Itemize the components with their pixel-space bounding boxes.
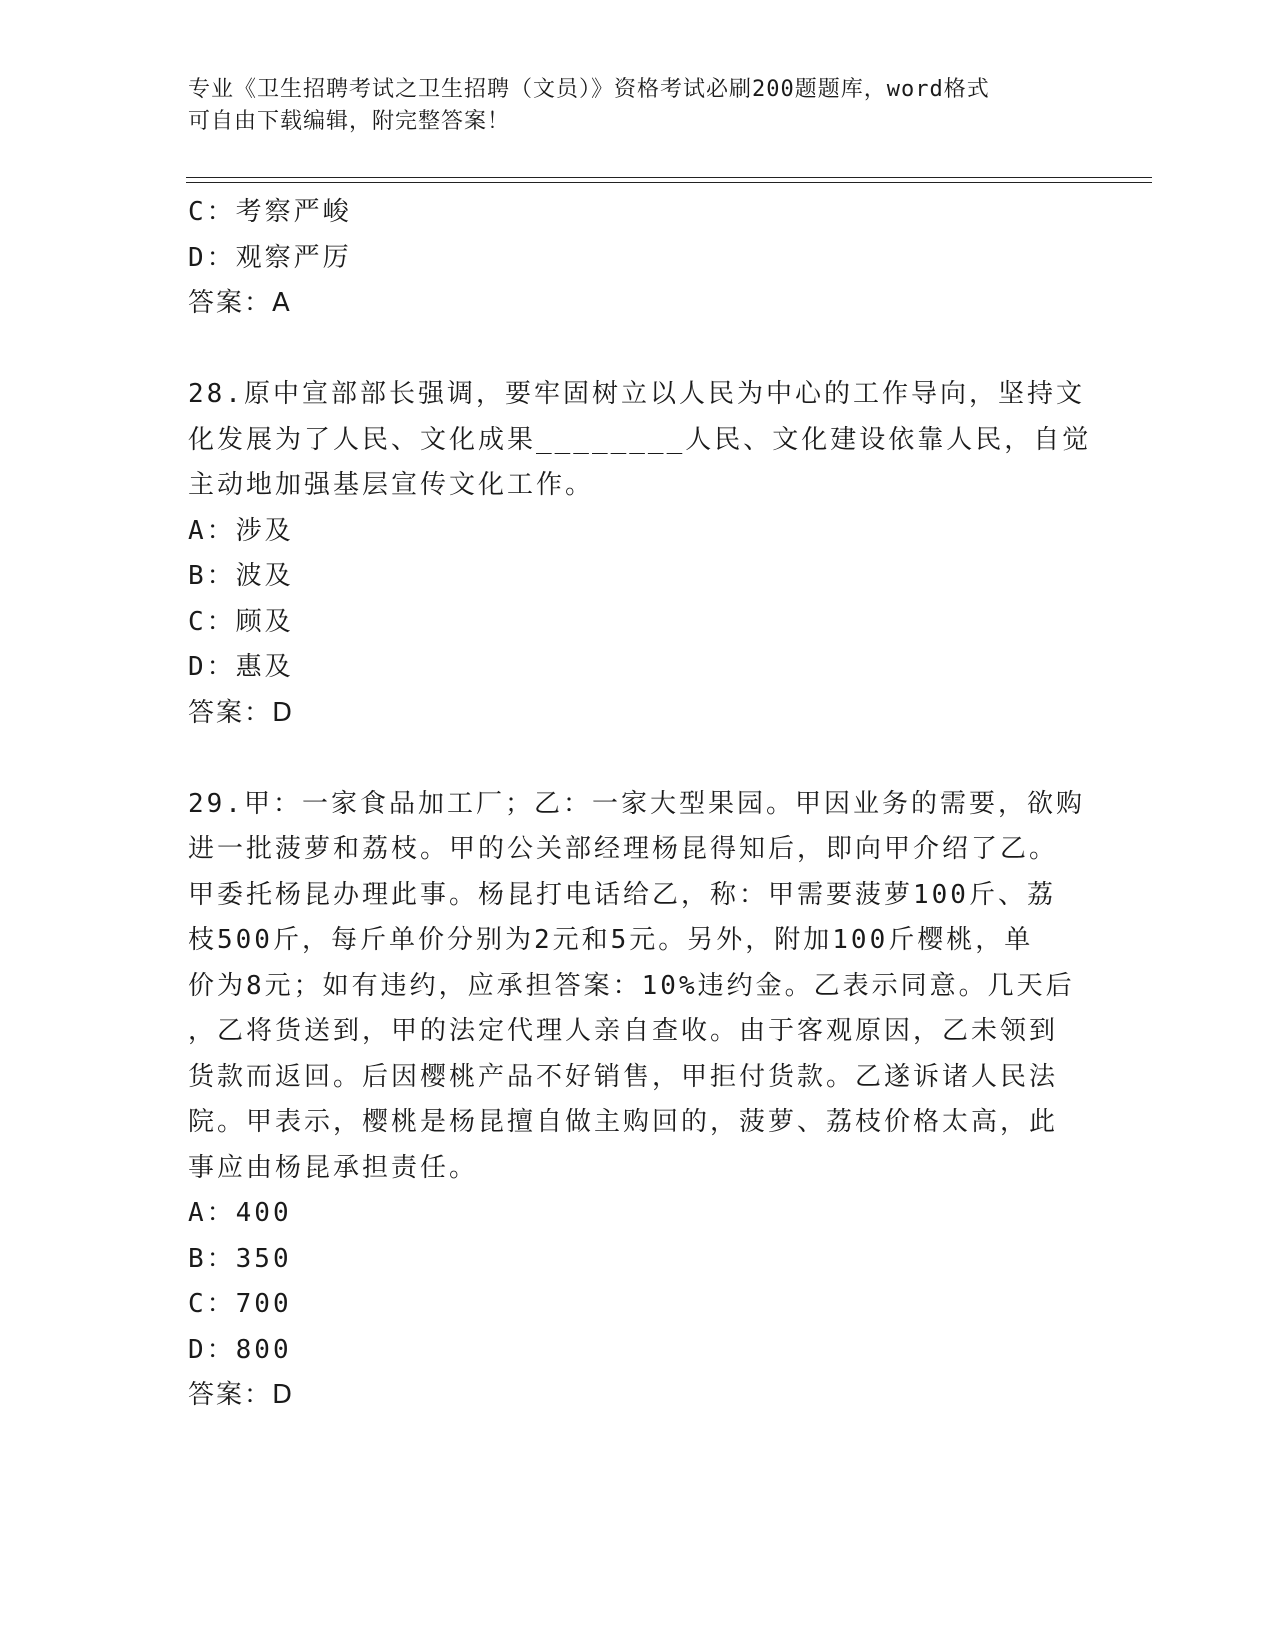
question-text-line: 货款而返回。后因樱桃产品不好销售，甲拒付货款。乙遂诉诸人民法 bbox=[188, 1061, 1059, 1092]
question-text-line: 28.原中宣部部长强调，要牢固树立以人民为中心的工作导向，坚持文 bbox=[188, 379, 1085, 409]
question-27-tail bbox=[188, 190, 1088, 327]
answer-line: 答案：A bbox=[188, 288, 292, 318]
option-c: C：顾及 bbox=[188, 606, 294, 637]
header-divider-bottom bbox=[186, 182, 1152, 183]
header-title-line-2: 可自由下载编辑，附完整答案！ bbox=[188, 109, 511, 134]
option-b: B：波及 bbox=[188, 561, 294, 591]
option-b: B：350 bbox=[188, 1243, 292, 1274]
answer-line: 答案：D bbox=[188, 697, 295, 728]
option-a: A：400 bbox=[188, 1198, 292, 1228]
option-d: D：观察严厉 bbox=[188, 242, 352, 273]
question-content bbox=[188, 190, 1092, 1419]
question-text-line: 主动地加强基层宣传文化工作。 bbox=[188, 470, 595, 500]
question-text-line: 29.甲：一家食品加工厂；乙：一家大型果园。甲因业务的需要，欲购 bbox=[188, 788, 1085, 819]
option-c: C：考察严峻 bbox=[188, 197, 352, 227]
question-29 bbox=[188, 782, 1088, 1419]
header-divider-top bbox=[186, 177, 1152, 178]
question-text-line: 进一批菠萝和荔枝。甲的公关部经理杨昆得知后，即向甲介绍了乙。 bbox=[188, 834, 1059, 864]
question-text-line: 甲委托杨昆办理此事。杨昆打电话给乙，称：甲需要菠萝100斤、荔 bbox=[188, 879, 1056, 910]
answer-line: 答案：D bbox=[188, 1380, 295, 1410]
question-28 bbox=[188, 372, 1092, 736]
option-d: D：惠及 bbox=[188, 652, 294, 682]
option-a: A：涉及 bbox=[188, 515, 294, 546]
question-text-line: 院。甲表示，樱桃是杨昆擅自做主购回的，菠萝、荔枝价格太高，此 bbox=[188, 1107, 1059, 1137]
question-text-line: 价为8元；如有违约，应承担答案：10%违约金。乙表示同意。几天后 bbox=[188, 970, 1075, 1001]
question-text-line: 事应由杨昆承担责任。 bbox=[188, 1152, 479, 1183]
option-c: C：700 bbox=[188, 1289, 292, 1319]
question-text-line: 枝500斤，每斤单价分别为2元和5元。另外，附加100斤樱桃，单 bbox=[188, 925, 1034, 955]
question-spacer bbox=[188, 736, 1088, 782]
document-header bbox=[188, 74, 1068, 138]
option-d: D：800 bbox=[188, 1334, 292, 1365]
header-title-line-1: 专业《卫生招聘考试之卫生招聘（文员）》资格考试必刷200题题库，word格式 bbox=[188, 77, 990, 102]
question-spacer bbox=[188, 327, 1088, 373]
question-text-line: 化发展为了人民、文化成果________人民、文化建设依靠人民，自觉 bbox=[188, 424, 1092, 455]
question-text-line: ，乙将货送到，甲的法定代理人亲自查收。由于客观原因，乙未领到 bbox=[188, 1016, 1059, 1046]
